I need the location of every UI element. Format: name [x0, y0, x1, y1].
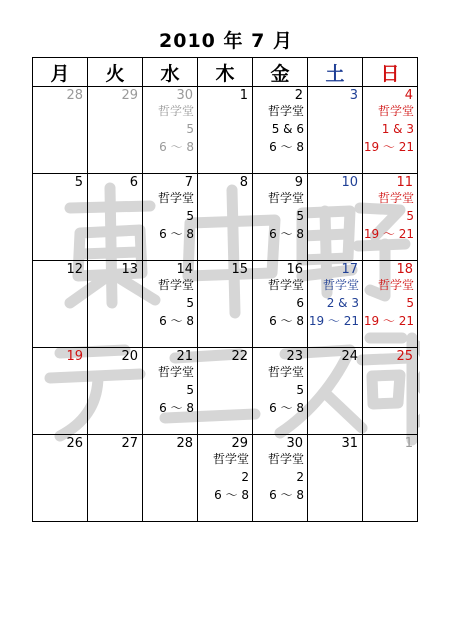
weekday-header-row [33, 58, 418, 87]
booking-courts: 6 [296, 296, 304, 310]
court-booking [143, 102, 197, 156]
booking-time: 6 ～ 8 [159, 401, 194, 415]
day-number: 16 [286, 262, 303, 277]
court-booking [143, 189, 197, 243]
booking-courts: 1 & 3 [381, 122, 414, 136]
day-number: 3 [349, 88, 358, 103]
day-number: 30 [176, 88, 193, 103]
day-cell [33, 87, 88, 174]
booking-courts: 2 [241, 470, 249, 484]
day-number: 13 [121, 262, 138, 277]
day-number: 20 [121, 349, 138, 364]
booking-time: 6 ～ 8 [269, 314, 304, 328]
booking-time: 6 ～ 8 [159, 140, 194, 154]
day-cell [253, 174, 308, 261]
weekday-mon: 月 [33, 58, 88, 87]
booking-time: 19 ～ 21 [363, 314, 414, 328]
weekday-sun: 日 [363, 58, 418, 87]
day-cell [253, 87, 308, 174]
day-number: 28 [176, 436, 193, 451]
day-number: 23 [286, 349, 303, 364]
booking-time: 19 ～ 21 [363, 140, 414, 154]
booking-courts: 5 [186, 383, 194, 397]
booking-place: 哲学堂 [157, 278, 194, 292]
booking-time: 6 ～ 8 [269, 488, 304, 502]
day-cell [253, 261, 308, 348]
day-cell [143, 87, 198, 174]
day-cell [33, 348, 88, 435]
day-cell [308, 348, 363, 435]
day-cell [88, 261, 143, 348]
day-cell [88, 174, 143, 261]
booking-time: 6 ～ 8 [269, 227, 304, 241]
day-cell [198, 348, 253, 435]
booking-courts: 5 [186, 122, 194, 136]
week-row [33, 261, 418, 348]
day-cell [363, 261, 418, 348]
court-booking [143, 276, 197, 330]
week-row [33, 174, 418, 261]
booking-time: 6 ～ 8 [269, 401, 304, 415]
booking-courts: 2 & 3 [326, 296, 359, 310]
booking-place: 哲学堂 [212, 452, 249, 466]
booking-courts: 5 [406, 209, 414, 223]
day-number: 5 [74, 175, 83, 190]
court-booking [198, 450, 252, 504]
day-number: 31 [341, 436, 358, 451]
booking-place: 哲学堂 [267, 365, 304, 379]
booking-courts: 5 [406, 296, 414, 310]
booking-courts: 5 [296, 383, 304, 397]
day-number: 14 [176, 262, 193, 277]
weekday-wed: 水 [143, 58, 198, 87]
day-number: 24 [341, 349, 358, 364]
booking-courts: 5 [186, 209, 194, 223]
booking-courts: 5 [296, 209, 304, 223]
booking-courts: 5 [186, 296, 194, 310]
booking-place: 哲学堂 [267, 278, 304, 292]
booking-place: 哲学堂 [157, 365, 194, 379]
calendar-title: 2010 年 7 月 [159, 30, 293, 52]
day-number: 18 [396, 262, 413, 277]
court-booking [363, 102, 417, 156]
day-cell [363, 348, 418, 435]
day-number: 25 [396, 349, 413, 364]
day-cell [198, 261, 253, 348]
booking-place: 哲学堂 [377, 278, 414, 292]
day-cell [308, 261, 363, 348]
day-cell [143, 261, 198, 348]
weekday-fri: 金 [253, 58, 308, 87]
booking-courts: 5 & 6 [271, 122, 304, 136]
booking-place: 哲学堂 [267, 191, 304, 205]
booking-place: 哲学堂 [377, 104, 414, 118]
day-number: 28 [66, 88, 83, 103]
booking-place: 哲学堂 [157, 104, 194, 118]
day-cell [308, 435, 363, 522]
day-cell [88, 87, 143, 174]
day-cell [33, 435, 88, 522]
day-number: 2 [294, 88, 303, 103]
calendar-grid [32, 57, 418, 522]
booking-time: 6 ～ 8 [159, 314, 194, 328]
day-cell [143, 174, 198, 261]
day-number: 1 [239, 88, 248, 103]
booking-place: 哲学堂 [322, 278, 359, 292]
court-booking [253, 102, 307, 156]
week-row [33, 87, 418, 174]
day-number: 19 [66, 349, 83, 364]
day-number: 22 [231, 349, 248, 364]
day-number: 27 [121, 436, 138, 451]
weekday-sat: 土 [308, 58, 363, 87]
day-number: 12 [66, 262, 83, 277]
day-number: 6 [129, 175, 138, 190]
day-number: 1 [404, 436, 413, 451]
day-number: 4 [404, 88, 413, 103]
booking-place: 哲学堂 [377, 191, 414, 205]
day-number: 21 [176, 349, 193, 364]
day-cell [308, 87, 363, 174]
day-cell [88, 348, 143, 435]
booking-place: 哲学堂 [267, 104, 304, 118]
court-booking [253, 276, 307, 330]
booking-place: 哲学堂 [267, 452, 304, 466]
court-booking [253, 189, 307, 243]
court-booking [253, 450, 307, 504]
day-number: 30 [286, 436, 303, 451]
court-booking [308, 276, 362, 330]
day-cell [363, 435, 418, 522]
week-row [33, 435, 418, 522]
day-cell [198, 87, 253, 174]
day-cell [33, 174, 88, 261]
day-number: 29 [121, 88, 138, 103]
weekday-thu: 木 [198, 58, 253, 87]
day-number: 26 [66, 436, 83, 451]
day-cell [253, 435, 308, 522]
day-cell [308, 174, 363, 261]
booking-time: 6 ～ 8 [269, 140, 304, 154]
booking-place: 哲学堂 [157, 191, 194, 205]
day-cell [88, 435, 143, 522]
day-number: 9 [294, 175, 303, 190]
day-number: 11 [396, 175, 413, 190]
day-cell [143, 348, 198, 435]
court-booking [253, 363, 307, 417]
day-number: 17 [341, 262, 358, 277]
court-booking [363, 189, 417, 243]
day-cell [143, 435, 198, 522]
day-number: 7 [184, 175, 193, 190]
day-number: 15 [231, 262, 248, 277]
day-cell [253, 348, 308, 435]
court-booking [143, 363, 197, 417]
week-row [33, 348, 418, 435]
day-cell [363, 87, 418, 174]
booking-time: 19 ～ 21 [308, 314, 359, 328]
day-cell [198, 174, 253, 261]
weekday-tue: 火 [88, 58, 143, 87]
booking-time: 6 ～ 8 [159, 227, 194, 241]
day-number: 10 [341, 175, 358, 190]
day-number: 8 [239, 175, 248, 190]
booking-courts: 2 [296, 470, 304, 484]
court-booking [363, 276, 417, 330]
day-cell [363, 174, 418, 261]
day-cell [198, 435, 253, 522]
booking-time: 6 ～ 8 [214, 488, 249, 502]
day-number: 29 [231, 436, 248, 451]
booking-time: 19 ～ 21 [363, 227, 414, 241]
day-cell [33, 261, 88, 348]
